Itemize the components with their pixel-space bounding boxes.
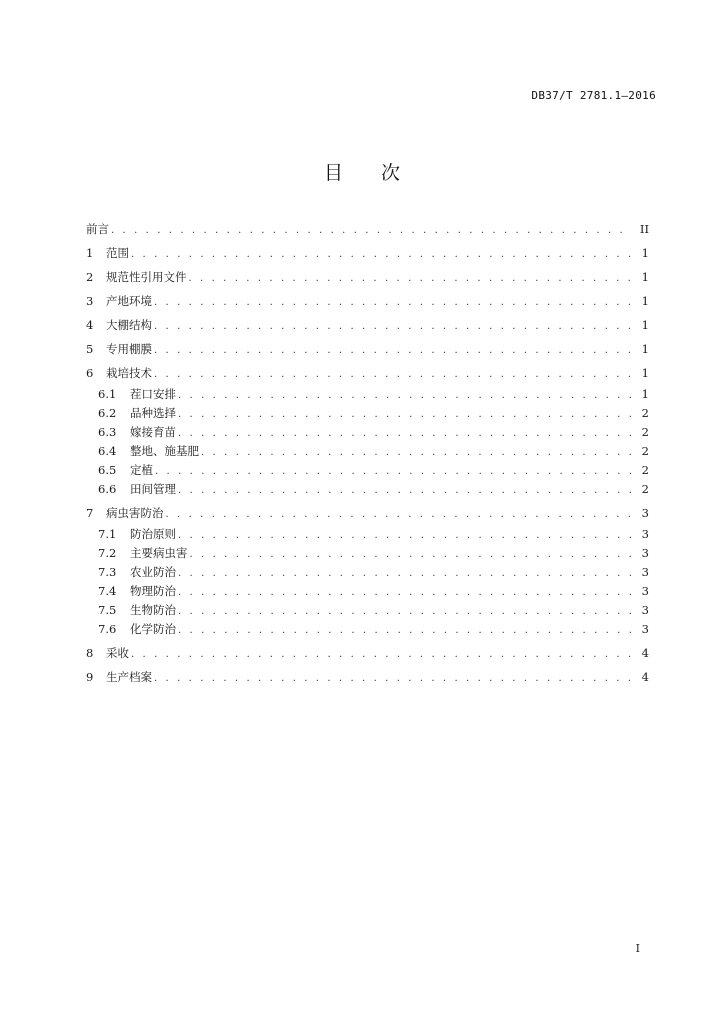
toc-entry-text: 生物防治: [130, 603, 176, 617]
toc-entry-number: 5: [86, 342, 94, 356]
toc-entry-7-2[interactable]: [86, 544, 649, 563]
toc-entry-text: 整地、施基肥: [130, 444, 199, 458]
toc-entry-text: 品种选择: [130, 406, 176, 420]
toc-entry-text: 大棚结构: [106, 318, 152, 332]
toc-entry-text: 农业防治: [130, 565, 176, 579]
toc-entry-number: 1: [86, 246, 94, 260]
toc-leader-dots: [178, 564, 631, 583]
toc-entry-page: 3: [641, 565, 649, 579]
document-code: DB37/T 2781.1—2016: [531, 89, 656, 102]
page-title: 目 次: [323, 162, 417, 184]
toc-entry-text: 病虫害防治: [106, 506, 164, 520]
toc-entry-text: 田间管理: [130, 482, 176, 496]
toc-entry-7-3[interactable]: [86, 563, 649, 582]
toc-entry-number: 7.5: [98, 603, 117, 617]
toc-entry-6-2[interactable]: [86, 404, 649, 423]
toc-entry-page: 4: [641, 646, 649, 660]
toc-entry-number: 6.4: [98, 444, 117, 458]
toc-leader-dots: [154, 667, 631, 691]
toc-entry-page: 1: [641, 246, 649, 260]
toc-entry-page: 3: [641, 622, 649, 636]
toc-entry-number: 7.2: [98, 546, 117, 560]
toc-leader-dots: [178, 602, 631, 621]
toc-entry-8[interactable]: [86, 641, 649, 665]
toc-entry-page: 4: [641, 670, 649, 684]
table-of-contents: [86, 217, 649, 689]
toc-leader-dots: [189, 267, 632, 291]
toc-leader-dots: [154, 339, 631, 363]
toc-entry-number: 7: [86, 506, 94, 520]
toc-entry-text: 专用棚膜: [106, 342, 152, 356]
toc-entry-page: 3: [641, 546, 649, 560]
toc-entry-text: 栽培技术: [106, 366, 152, 380]
toc-entry-5[interactable]: [86, 337, 649, 361]
toc-entry-text: 防治原则: [130, 527, 176, 541]
toc-entry-page: II: [639, 222, 649, 236]
toc-entry-page: 3: [641, 527, 649, 541]
toc-entry-3[interactable]: [86, 289, 649, 313]
toc-entry-number: 7.6: [98, 622, 117, 636]
toc-leader-dots: [131, 643, 631, 667]
toc-entry-text: 嫁接育苗: [130, 425, 176, 439]
toc-entry-6[interactable]: [86, 361, 649, 385]
toc-entry-page: 1: [641, 387, 649, 401]
toc-entry-number: 9: [86, 670, 94, 684]
toc-entry-7-1[interactable]: [86, 525, 649, 544]
toc-leader-dots: [178, 526, 631, 545]
toc-entry-foreword[interactable]: [86, 217, 649, 241]
toc-entry-page: 2: [641, 463, 649, 477]
toc-entry-text: 定植: [130, 463, 153, 477]
toc-entry-text: 主要病虫害: [130, 546, 188, 560]
toc-entry-page: 1: [641, 294, 649, 308]
toc-entry-number: 2: [86, 270, 94, 284]
toc-leader-dots: [178, 424, 631, 443]
toc-entry-number: 6.1: [98, 387, 117, 401]
toc-entry-number: 7.3: [98, 565, 117, 579]
toc-entry-number: 6.6: [98, 482, 117, 496]
toc-leader-dots: [154, 315, 631, 339]
toc-entry-number: 8: [86, 646, 94, 660]
toc-entry-number: 7.4: [98, 584, 117, 598]
toc-entry-page: 2: [641, 482, 649, 496]
toc-entry-number: 7.1: [98, 527, 117, 541]
toc-entry-number: 6.5: [98, 463, 117, 477]
toc-entry-6-1[interactable]: [86, 385, 649, 404]
toc-entry-number: 4: [86, 318, 94, 332]
toc-leader-dots: [190, 545, 632, 564]
toc-leader-dots: [155, 462, 631, 481]
toc-leader-dots: [178, 386, 631, 405]
toc-entry-1[interactable]: [86, 241, 649, 265]
toc-entry-6-5[interactable]: [86, 461, 649, 480]
toc-entry-text: 规范性引用文件: [106, 270, 187, 284]
toc-leader-dots: [178, 405, 631, 424]
toc-entry-4[interactable]: [86, 313, 649, 337]
toc-entry-7[interactable]: [86, 501, 649, 525]
toc-entry-page: 2: [641, 425, 649, 439]
toc-leader-dots: [178, 583, 631, 602]
toc-entry-9[interactable]: [86, 665, 649, 689]
toc-entry-text: 前言: [86, 222, 109, 236]
toc-entry-page: 3: [641, 584, 649, 598]
toc-leader-dots: [166, 503, 632, 527]
toc-entry-7-5[interactable]: [86, 601, 649, 620]
toc-entry-7-4[interactable]: [86, 582, 649, 601]
toc-entry-6-6[interactable]: [86, 480, 649, 499]
toc-entry-6-4[interactable]: [86, 442, 649, 461]
toc-entry-page: 1: [641, 342, 649, 356]
toc-leader-dots: [131, 243, 631, 267]
toc-entry-number: 6: [86, 366, 94, 380]
toc-entry-page: 3: [641, 603, 649, 617]
toc-entry-text: 茬口安排: [130, 387, 176, 401]
toc-leader-dots: [178, 481, 631, 500]
toc-entry-2[interactable]: [86, 265, 649, 289]
toc-entry-number: 3: [86, 294, 94, 308]
toc-entry-page: 3: [641, 506, 649, 520]
toc-entry-page: 2: [641, 406, 649, 420]
toc-entry-text: 范围: [106, 246, 129, 260]
toc-entry-page: 1: [641, 270, 649, 284]
toc-entry-page: 2: [641, 444, 649, 458]
toc-leader-dots: [111, 219, 631, 243]
toc-entry-text: 物理防治: [130, 584, 176, 598]
toc-entry-number: 6.2: [98, 406, 117, 420]
toc-entry-text: 化学防治: [130, 622, 176, 636]
toc-entry-text: 采收: [106, 646, 129, 660]
toc-entry-7-6[interactable]: [86, 620, 649, 639]
toc-entry-6-3[interactable]: [86, 423, 649, 442]
toc-leader-dots: [178, 621, 631, 640]
toc-entry-page: 1: [641, 366, 649, 380]
toc-entry-number: 6.3: [98, 425, 117, 439]
toc-entry-text: 生产档案: [106, 670, 152, 684]
toc-leader-dots: [154, 363, 631, 387]
toc-entry-page: 1: [641, 318, 649, 332]
toc-leader-dots: [201, 443, 631, 462]
toc-entry-text: 产地环境: [106, 294, 152, 308]
page-number: I: [635, 942, 640, 955]
toc-leader-dots: [154, 291, 631, 315]
